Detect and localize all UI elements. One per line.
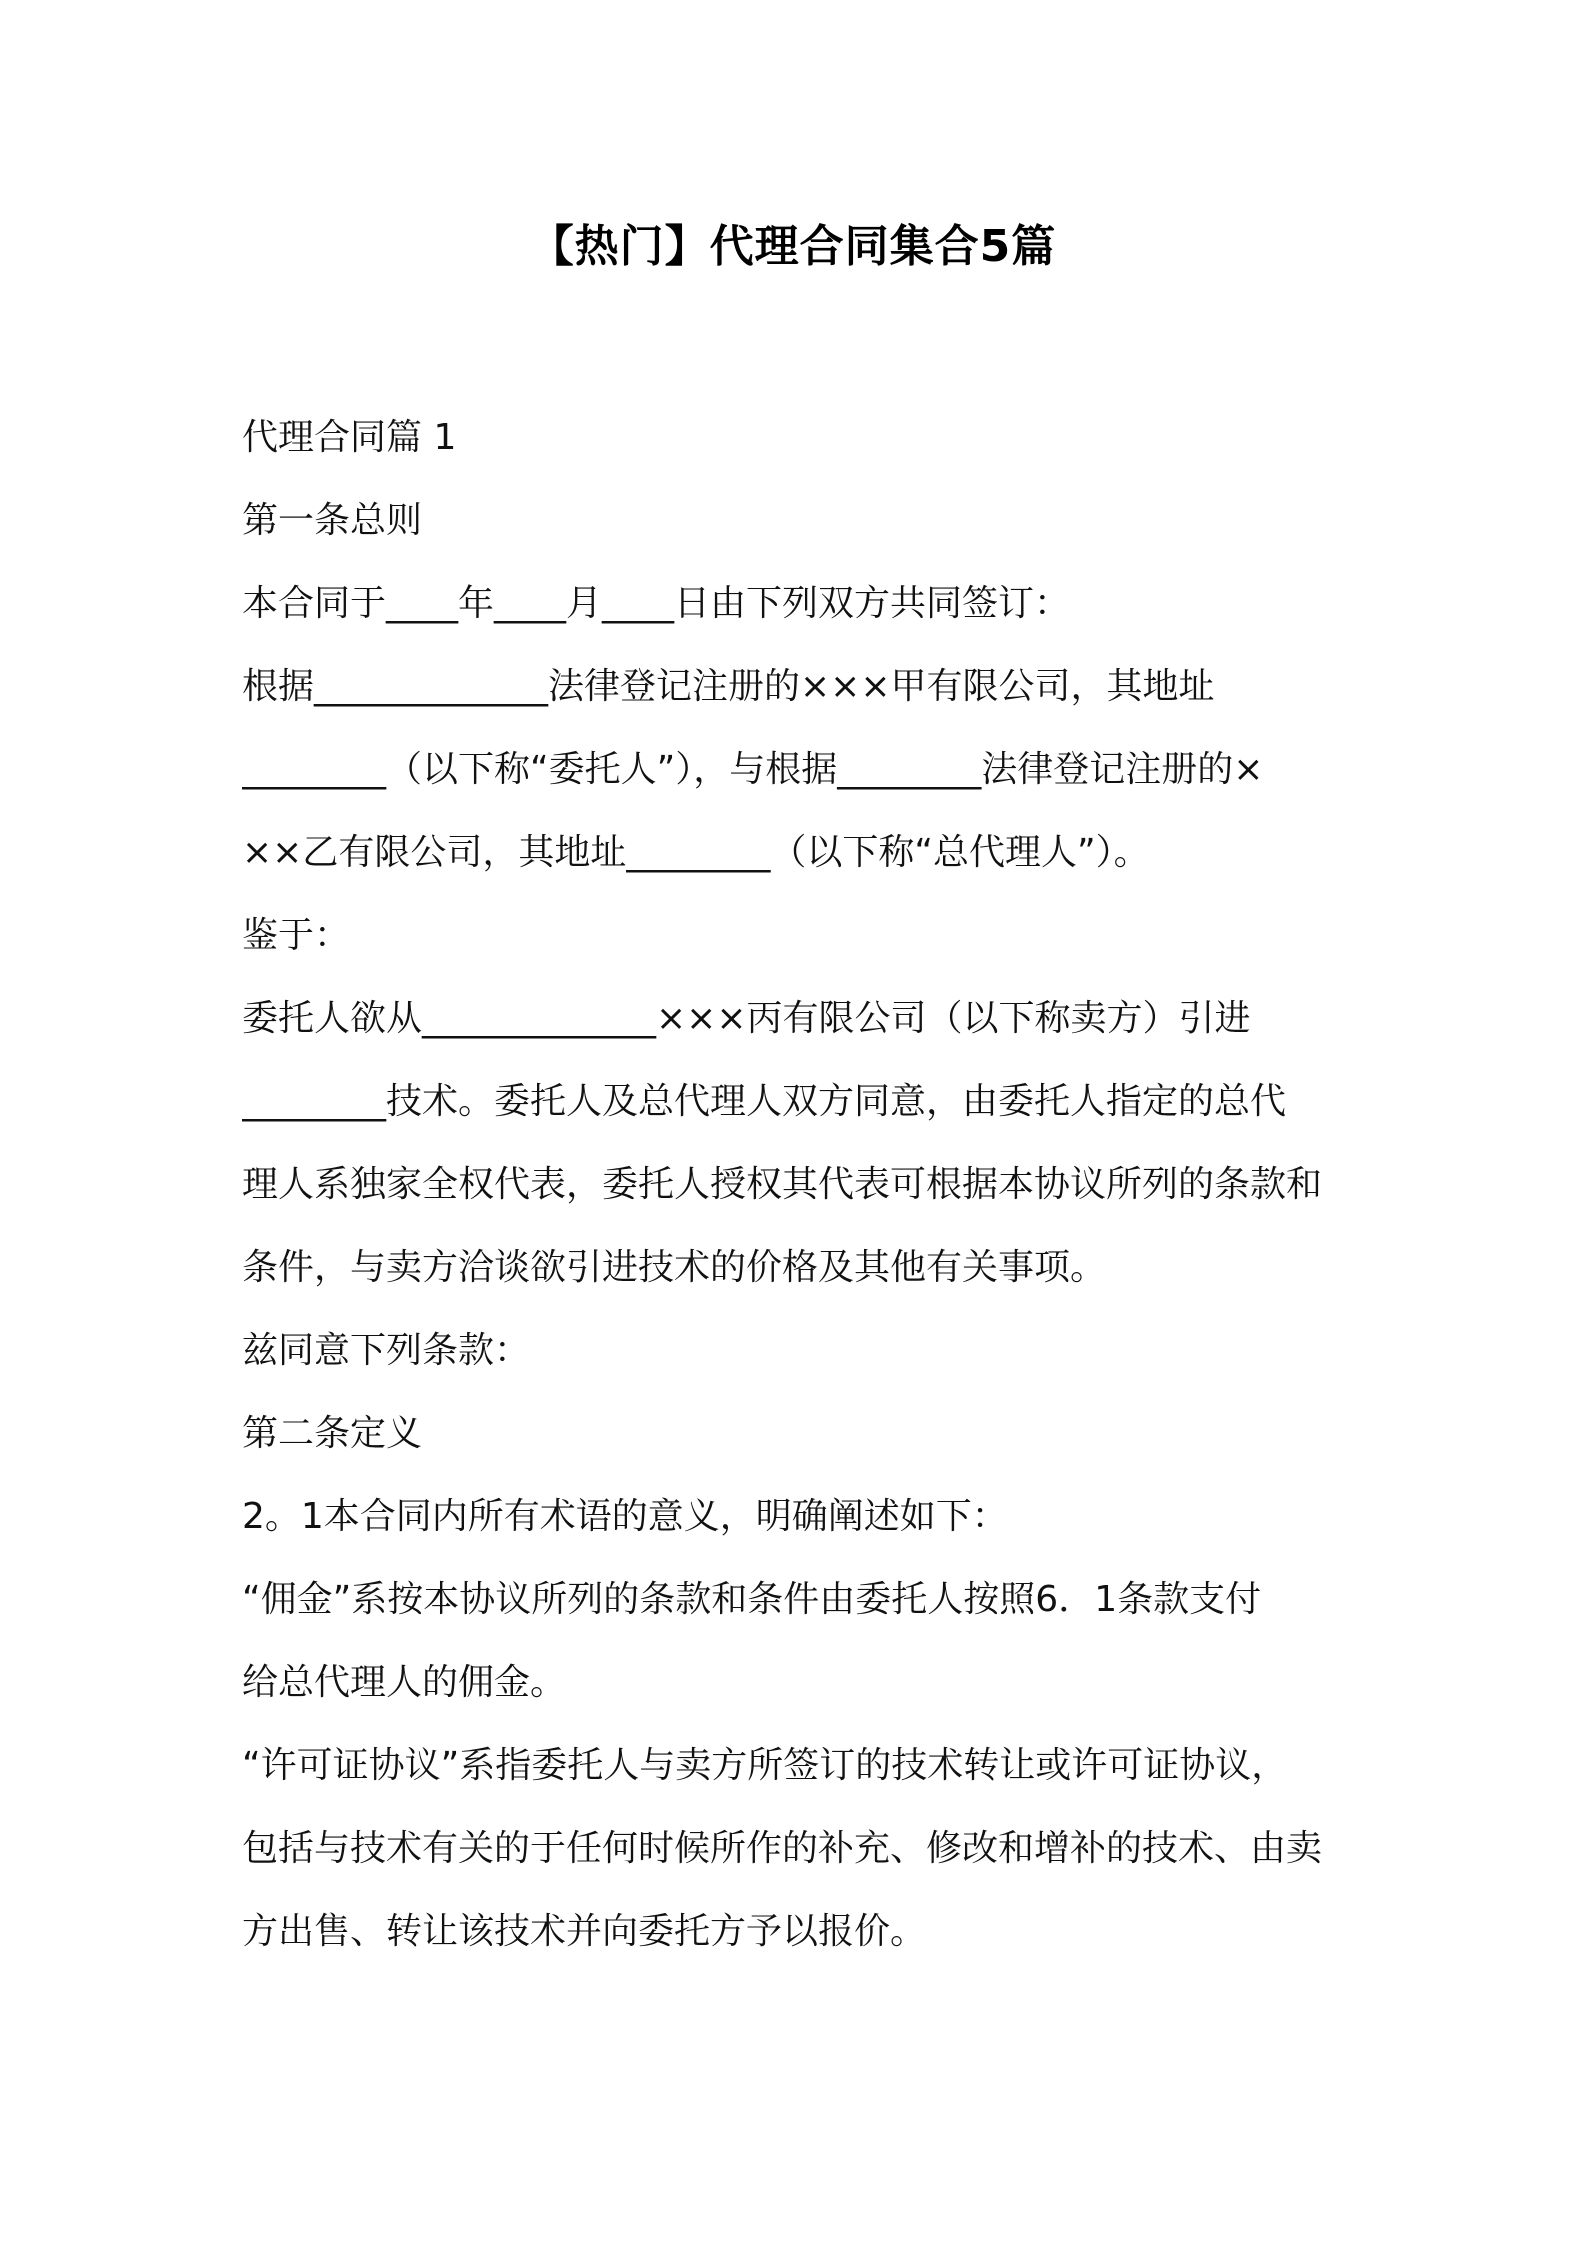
paragraph-line: ××乙有限公司，其地址________（以下称“总代理人”）。 — [242, 832, 1150, 873]
paragraph-line: 委托人欲从_____________×××丙有限公司（以下称卖方）引进 — [242, 998, 1251, 1039]
paragraph-line: 包括与技术有关的于任何时候所作的补充、修改和增补的技术、由卖 — [242, 1828, 1323, 1869]
paragraph-line: ________技术。委托人及总代理人双方同意，由委托人指定的总代 — [242, 1081, 1287, 1122]
paragraph-line: 鉴于： — [242, 915, 351, 956]
paragraph-line: 给总代理人的佣金。 — [242, 1662, 567, 1703]
paragraph-line: 方出售、转让该技术并向委托方予以报价。 — [242, 1911, 927, 1952]
document-title: 【热门】代理合同集合5篇 — [529, 221, 1057, 272]
paragraph-line: 条件，与卖方洽谈欲引进技术的价格及其他有关事项。 — [242, 1247, 1107, 1288]
paragraph-line: 根据_____________法律登记注册的×××甲有限公司，其地址 — [242, 666, 1215, 707]
paragraph-line: 理人系独家全权代表，委托人授权其代表可根据本协议所列的条款和 — [242, 1164, 1323, 1205]
paragraph-line: ________（以下称“委托人”），与根据________法律登记注册的× — [242, 749, 1264, 790]
paragraph-line: “佣金”系按本协议所列的条款和条件由委托人按照6．1条款支付 — [242, 1579, 1262, 1620]
section-heading: 代理合同篇 1 — [242, 417, 457, 458]
paragraph-line: 兹同意下列条款： — [242, 1330, 531, 1371]
article-heading: 第二条定义 — [242, 1413, 423, 1454]
article-heading: 第一条总则 — [242, 500, 423, 541]
paragraph-line: “许可证协议”系指委托人与卖方所签订的技术转让或许可证协议， — [242, 1745, 1288, 1786]
paragraph-line: 2。1本合同内所有术语的意义，明确阐述如下： — [242, 1496, 1008, 1537]
paragraph-line: 本合同于____年____月____日由下列双方共同签订： — [242, 583, 1071, 624]
